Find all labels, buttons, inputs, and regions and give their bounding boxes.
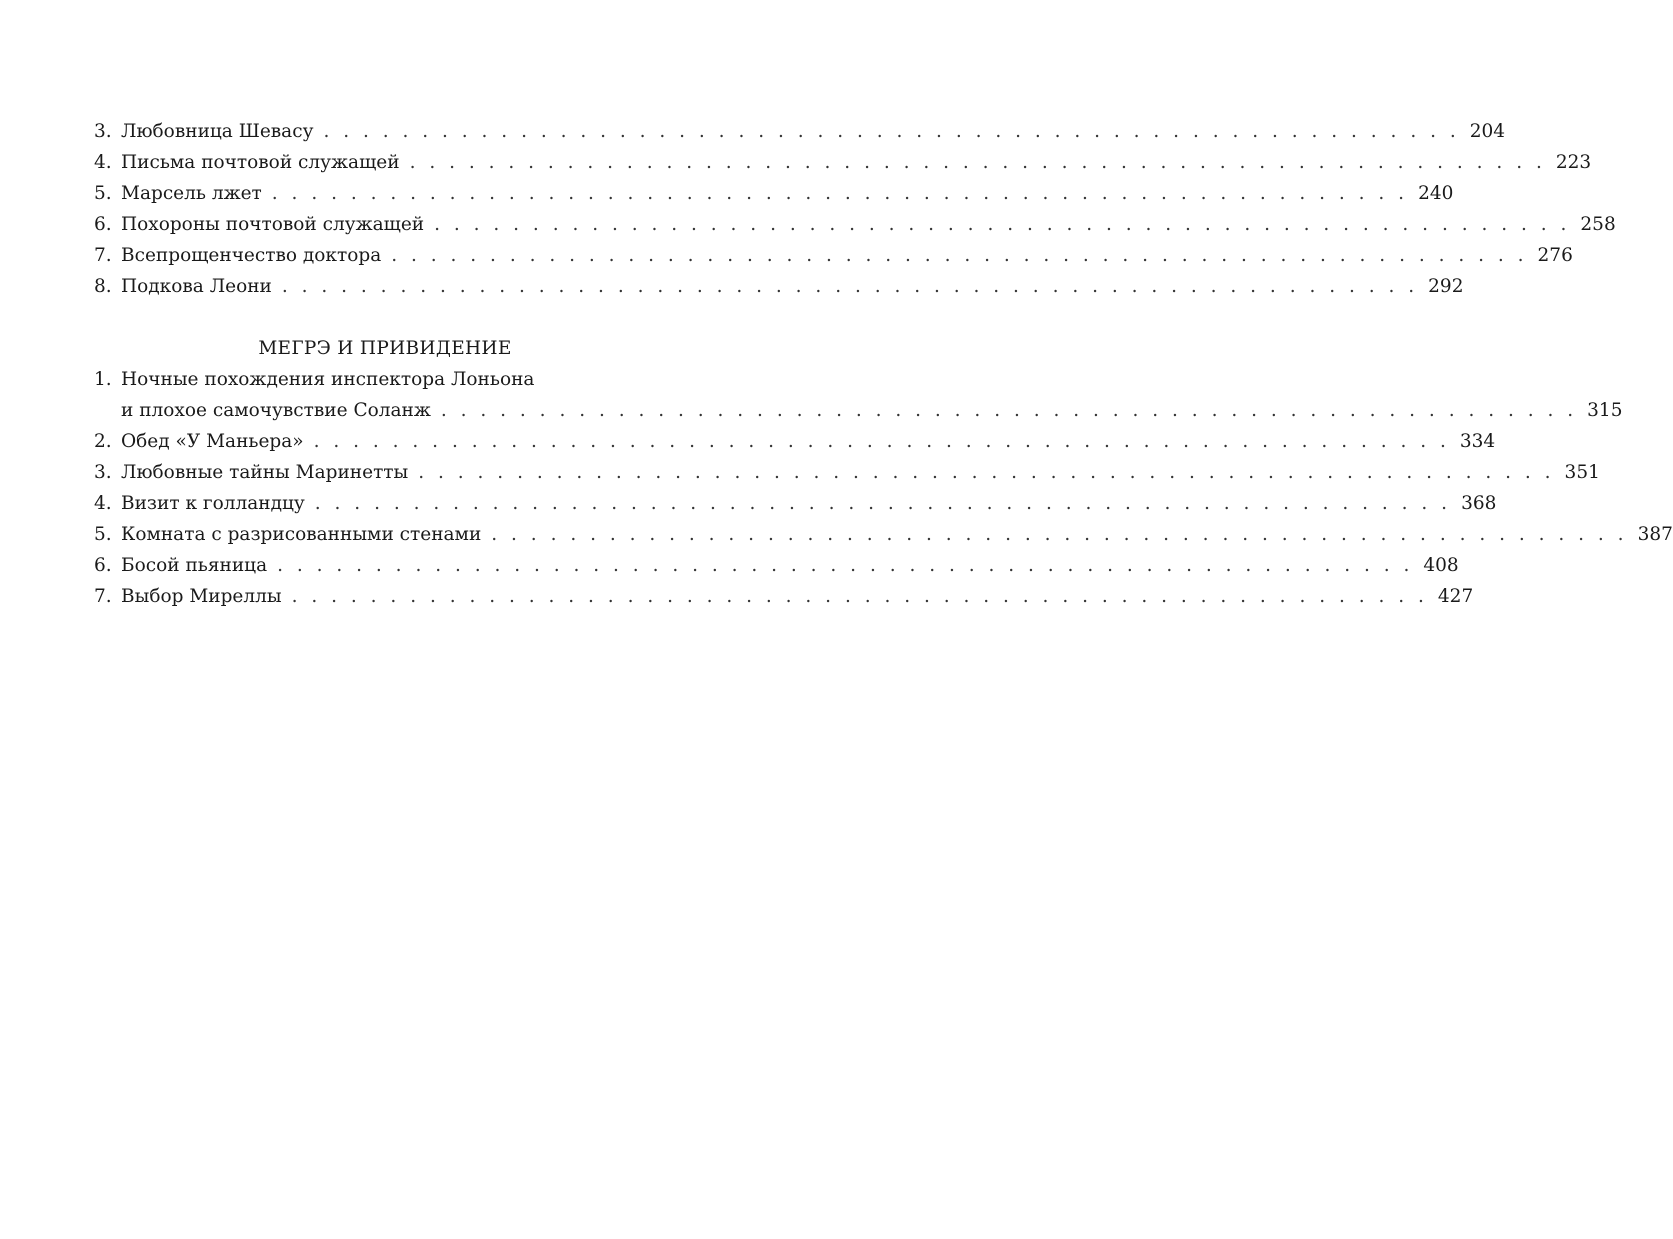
- toc-entry-title: Всепрощенчество доктора: [121, 245, 382, 266]
- toc-entry: [94, 426, 1496, 457]
- dot-leader: . . . . . . . . . . . . . . . . . . . . . . . . . . . . . . . . . . . . . . . . . . . . . . . . . . . . . . . . . .: [314, 493, 1452, 514]
- toc-entry-number: 7.: [94, 586, 112, 607]
- toc-entry-page: 258: [1580, 214, 1616, 235]
- toc-entry: [94, 271, 1464, 302]
- toc-entry: [94, 488, 1497, 519]
- toc-entry-title: Любовница Шевасу: [121, 121, 314, 142]
- toc-entry: [94, 581, 1474, 612]
- dot-leader: . . . . . . . . . . . . . . . . . . . . . . . . . . . . . . . . . . . . . . . . . . . . . . . . . . . . . . . . . .: [271, 183, 1409, 204]
- toc-list-part2: [94, 364, 1673, 612]
- toc-entry-title: Комната с разрисованными стенами: [121, 524, 482, 545]
- dot-leader: . . . . . . . . . . . . . . . . . . . . . . . . . . . . . . . . . . . . . . . . . . . . . . . . . . . . . . . . . .: [391, 245, 1528, 266]
- toc-entry-page: 351: [1564, 462, 1600, 483]
- toc-entry-title: Ночные похождения инспектора Лоньона: [121, 369, 535, 390]
- toc-entry-title: Обед «У Маньера»: [121, 431, 304, 452]
- toc-entry-number: 5.: [94, 183, 112, 204]
- toc-entry-title: Любовные тайны Маринетты: [121, 462, 409, 483]
- toc-entry-title: Босой пьяница: [121, 555, 268, 576]
- toc-entry-number: 5.: [94, 524, 112, 545]
- toc-entry-number: 2.: [94, 431, 112, 452]
- toc-entry: [94, 147, 1592, 178]
- toc-entry-title: Письма почтовой служащей: [121, 152, 400, 173]
- toc-entry-title: Визит к голландцу: [121, 493, 305, 514]
- toc-entry-page: 223: [1555, 152, 1592, 173]
- dot-leader: . . . . . . . . . . . . . . . . . . . . . . . . . . . . . . . . . . . . . . . . . . . . . . . . . . . . . . . . . .: [313, 431, 1450, 452]
- toc-entry-number: 6.: [94, 214, 112, 235]
- toc-entry: [94, 240, 1573, 271]
- dot-leader: . . . . . . . . . . . . . . . . . . . . . . . . . . . . . . . . . . . . . . . . . . . . . . . . . . . . . . . . . .: [491, 524, 1628, 545]
- toc-entry-number: 3.: [94, 462, 112, 483]
- dot-leader: . . . . . . . . . . . . . . . . . . . . . . . . . . . . . . . . . . . . . . . . . . . . . . . . . . . . . . . . . .: [409, 152, 1546, 173]
- toc-entry-number: 3.: [94, 121, 112, 142]
- toc-entry: [94, 519, 1673, 550]
- dot-leader: . . . . . . . . . . . . . . . . . . . . . . . . . . . . . . . . . . . . . . . . . . . . . . . . . . . . . . . . . .: [434, 214, 1571, 235]
- toc-entry-page: 368: [1461, 493, 1497, 514]
- toc-list-part1: [94, 116, 1616, 302]
- toc-entry-number: 4.: [94, 152, 112, 173]
- toc-entry-page: 240: [1418, 183, 1454, 204]
- toc-entry-number: 4.: [94, 493, 112, 514]
- toc-entry-number: 7.: [94, 245, 112, 266]
- toc-entry-number: 8.: [94, 276, 112, 297]
- dot-leader: . . . . . . . . . . . . . . . . . . . . . . . . . . . . . . . . . . . . . . . . . . . . . . . . . . . . . . . . . .: [277, 555, 1414, 576]
- dot-leader: . . . . . . . . . . . . . . . . . . . . . . . . . . . . . . . . . . . . . . . . . . . . . . . . . . . . . . . . . .: [281, 276, 1419, 297]
- toc-entry: [94, 550, 1459, 581]
- dot-leader: . . . . . . . . . . . . . . . . . . . . . . . . . . . . . . . . . . . . . . . . . . . . . . . . . . . . . . . . . .: [291, 586, 1428, 607]
- toc-entry-page: 276: [1537, 245, 1573, 266]
- dot-leader: . . . . . . . . . . . . . . . . . . . . . . . . . . . . . . . . . . . . . . . . . . . . . . . . . . . . . . . . . .: [418, 462, 1555, 483]
- toc-entry: [94, 116, 1506, 147]
- toc-entry-page: 292: [1428, 276, 1464, 297]
- dot-leader: . . . . . . . . . . . . . . . . . . . . . . . . . . . . . . . . . . . . . . . . . . . . . . . . . . . . . . . . . .: [440, 400, 1578, 421]
- toc-entry-page: 387: [1637, 524, 1673, 545]
- toc-entry-number: 6.: [94, 555, 112, 576]
- toc-entry: [94, 457, 1600, 488]
- toc-entry-title: Выбор Миреллы: [121, 586, 282, 607]
- section-heading: МЕГРЭ И ПРИВИДЕНИЕ: [258, 338, 512, 359]
- toc-entry-title-continued: и плохое самочувствие Соланж: [121, 400, 431, 421]
- toc-entry-number: 1.: [94, 369, 112, 390]
- toc-entry-title: Марсель лжет: [121, 183, 262, 204]
- toc-entry: [94, 209, 1616, 240]
- toc-entry: [94, 178, 1454, 209]
- toc-entry-title: Похороны почтовой служащей: [121, 214, 425, 235]
- toc-entry: [94, 364, 1623, 426]
- toc-entry-page: 315: [1587, 400, 1623, 421]
- toc-entry-page: 334: [1459, 431, 1496, 452]
- toc-entry-page: 204: [1469, 121, 1506, 142]
- toc-entry-page: 427: [1437, 586, 1474, 607]
- toc-entry-title: Подкова Леони: [121, 276, 272, 297]
- toc-entry-page: 408: [1423, 555, 1459, 576]
- dot-leader: . . . . . . . . . . . . . . . . . . . . . . . . . . . . . . . . . . . . . . . . . . . . . . . . . . . . . . . . . .: [323, 121, 1460, 142]
